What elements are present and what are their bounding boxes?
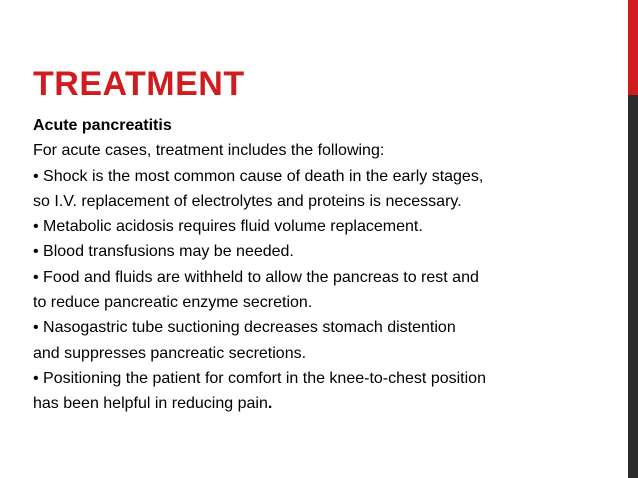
side-bar-accent — [628, 0, 638, 95]
body-line: and suppresses pancreatic secretions. — [33, 344, 307, 362]
body-line: For acute cases, treatment includes the following: — [33, 142, 385, 160]
body-line-text: has been helpful in reducing pain — [33, 395, 268, 413]
subheading: Acute pancreatitis — [33, 117, 172, 134]
body-line: • Metabolic acidosis requires fluid volume replacement. — [33, 218, 423, 236]
body-line: • Nasogastric tube suctioning decreases stomach distention — [33, 319, 456, 337]
body-line-last — [33, 391, 613, 416]
body-line: so I.V. replacement of electrolytes and proteins is necessary. — [33, 192, 462, 210]
slide-body — [33, 113, 613, 417]
slide-title: TREATMENT — [33, 65, 245, 103]
body-line: • Positioning the patient for comfort in the knee-to-chest position — [33, 369, 486, 387]
body-line: • Blood transfusions may be needed. — [33, 243, 294, 261]
body-line: • Food and fluids are withheld to allow the pancreas to rest and — [33, 268, 479, 286]
body-line: to reduce pancreatic enzyme secretion. — [33, 294, 313, 312]
final-period: . — [267, 395, 273, 413]
body-line: • Shock is the most common cause of death in the early stages, — [33, 167, 484, 185]
